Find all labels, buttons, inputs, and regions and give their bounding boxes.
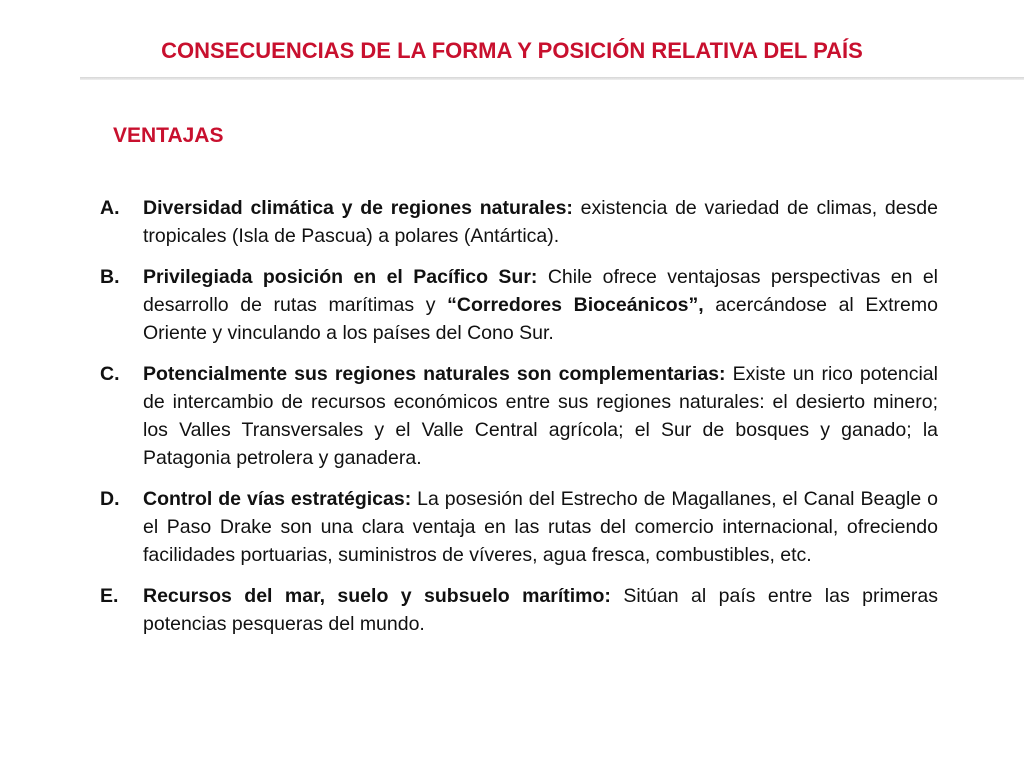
list-marker: C. [100, 363, 120, 385]
item-title: Control de vías estratégicas: [143, 488, 412, 510]
item-title: Recursos del mar, suelo y subsuelo marítimo: [143, 585, 611, 607]
item-text-continued: acercándose al Extremo Oriente y vinculando a los países del Cono Sur. [143, 294, 938, 344]
item-text: Chile ofrece ventajosas perspectivas en el desarrollo de rutas marítimas y [143, 266, 939, 316]
list-item-e [100, 582, 938, 638]
item-title: Diversidad climática y de regiones naturales: [143, 197, 573, 219]
item-title: Potencialmente sus regiones naturales son complementarias: [143, 363, 726, 385]
list-marker: A. [100, 197, 120, 219]
list-marker: B. [100, 266, 120, 288]
list-item-d [100, 485, 938, 569]
item-emphasis: “Corredores Bioceánicos”, [447, 294, 704, 316]
item-text: Existe un rico potencial de intercambio de recursos económicos entre sus regiones naturales: el desierto minero; los Valles Transversales y el Valle Central agrícola; el Sur de bosques y ganado; la Patagonia petrolera y ganadera. [143, 363, 938, 469]
list-item-b [100, 263, 938, 347]
title-divider [80, 77, 1024, 80]
section-heading: VENTAJAS [113, 124, 224, 147]
list-item-c [100, 360, 938, 472]
advantages-list [100, 194, 938, 651]
list-item-a [100, 194, 938, 250]
list-marker: E. [100, 585, 119, 607]
list-marker: D. [100, 488, 120, 510]
item-text: Sitúan al país entre las primeras potencias pesqueras del mundo. [143, 585, 938, 635]
item-text: La posesión del Estrecho de Magallanes, el Canal Beagle o el Paso Drake son una clara ventaja en las rutas del comercio internacional, ofreciendo facilidades portuarias, suministros de víveres, agua fresca, combustibles, etc. [143, 488, 938, 566]
item-text: existencia de variedad de climas, desde tropicales (Isla de Pascua) a polares (Antártica). [143, 197, 938, 247]
slide-title: CONSECUENCIAS DE LA FORMA Y POSICIÓN RELATIVA DEL PAÍS [161, 38, 863, 63]
item-title: Privilegiada posición en el Pacífico Sur: [143, 266, 538, 288]
